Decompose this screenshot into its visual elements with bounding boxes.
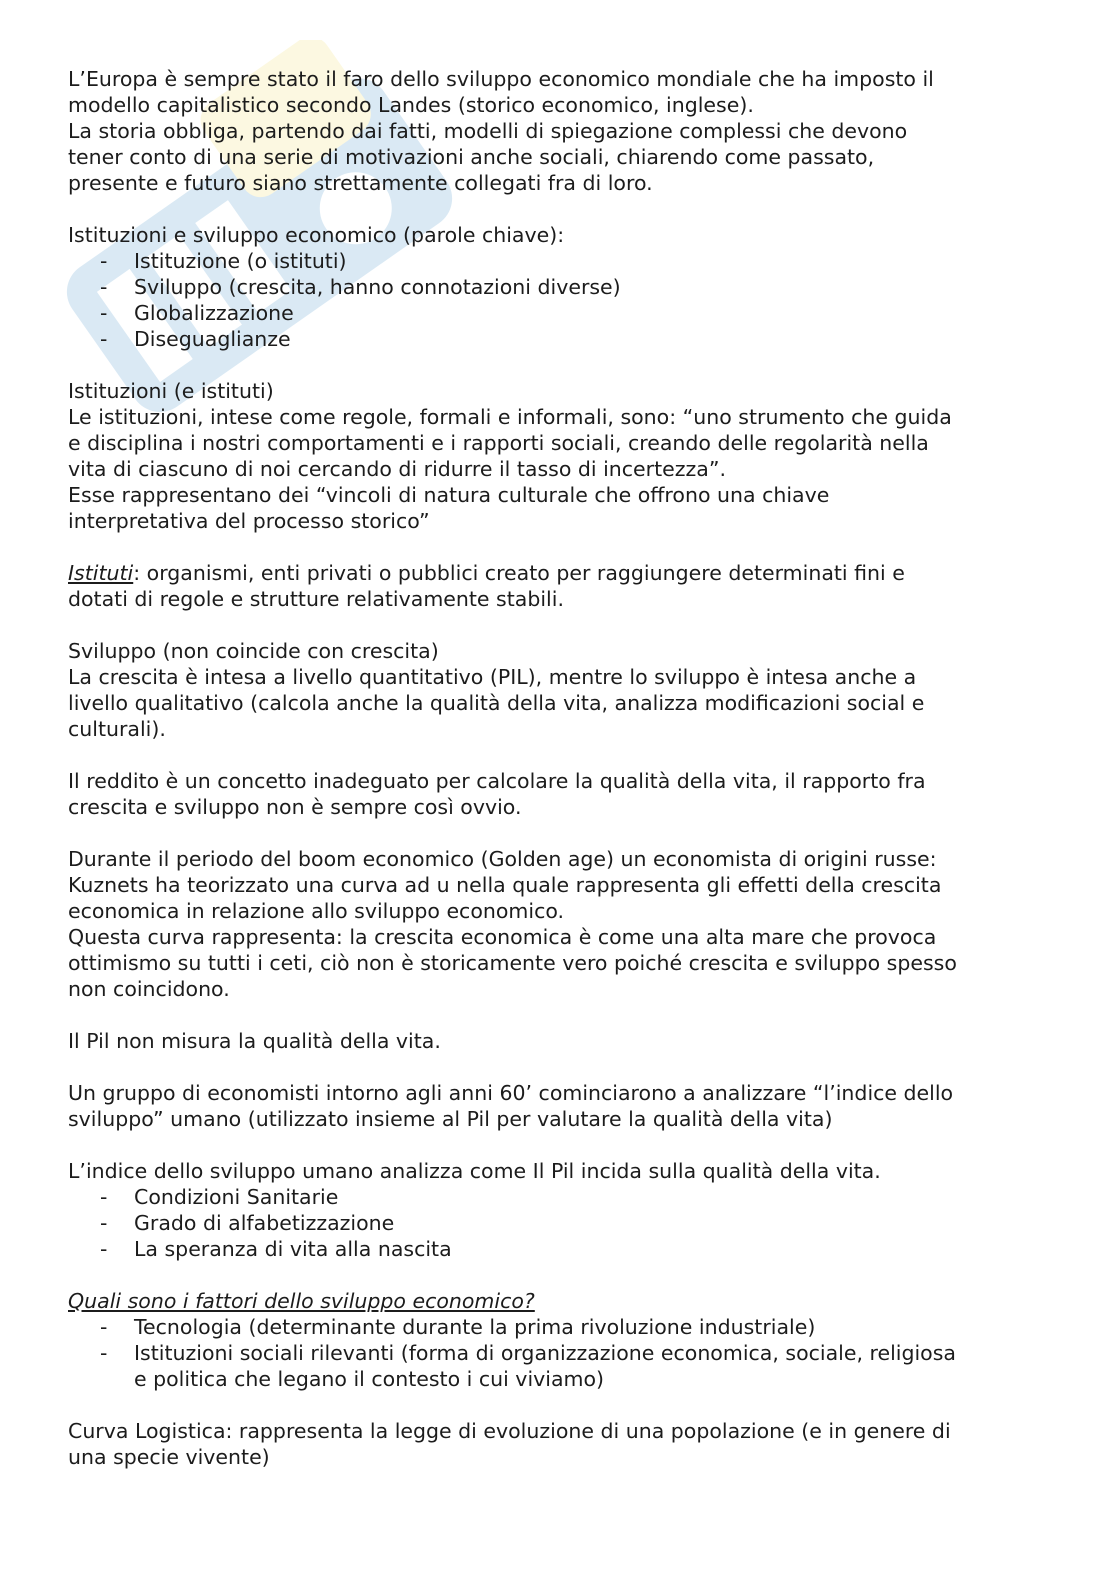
hdi-list <box>68 1184 1068 1262</box>
paragraph-line: Le istituzioni, intese come regole, formali e informali, sono: “uno strumento che guida <box>68 405 952 429</box>
spacer <box>68 1002 1068 1028</box>
paragraph-line: Kuznets ha teorizzato una curva ad u nella quale rappresenta gli effetti della crescita <box>68 873 942 897</box>
list-item <box>68 326 1068 352</box>
list-item-text: Grado di alfabetizzazione <box>134 1211 395 1235</box>
spacer <box>68 820 1068 846</box>
spacer <box>68 534 1068 560</box>
keywords-list <box>68 248 1068 352</box>
paragraph-line: modello capitalistico secondo Landes (storico economico, inglese). <box>68 93 754 117</box>
istituti-term: Istituti <box>68 561 134 585</box>
factors-list <box>68 1314 1068 1392</box>
list-dash: - <box>100 301 108 325</box>
list-dash: - <box>100 1211 108 1235</box>
paragraph-line: Durante il periodo del boom economico (Golden age) un economista di origini russe: <box>68 847 937 871</box>
factors-question: Quali sono i fattori dello sviluppo economico? <box>68 1289 535 1313</box>
paragraph-line: Esse rappresentano dei “vincoli di natura culturale che offrono una chiave <box>68 483 830 507</box>
list-item <box>68 300 1068 326</box>
paragraph-line: Un gruppo di economisti intorno agli anni 60’ cominciarono a analizzare “l’indice dello <box>68 1081 954 1105</box>
spacer <box>68 1392 1068 1418</box>
list-item-text: Globalizzazione <box>134 301 294 325</box>
paragraph-line: L’Europa è sempre stato il faro dello sviluppo economico mondiale che ha imposto il <box>68 67 934 91</box>
list-item-text: Sviluppo (crescita, hanno connotazioni diverse) <box>134 275 621 299</box>
paragraph-line: Il Pil non misura la qualità della vita. <box>68 1029 441 1053</box>
list-item <box>68 248 1068 274</box>
paragraph-line: crescita e sviluppo non è sempre così ovvio. <box>68 795 522 819</box>
paragraph-line: livello qualitativo (calcola anche la qualità della vita, analizza modificazioni social e <box>68 691 925 715</box>
istituti-definition-text: : organismi, enti privati o pubblici creato per raggiungere determinati fini e <box>133 561 905 585</box>
paragraph-line: La crescita è intesa a livello quantitativo (PIL), mentre lo sviluppo è intesa anche a <box>68 665 917 689</box>
spacer <box>68 742 1068 768</box>
section-heading: Istituzioni (e istituti) <box>68 379 274 403</box>
list-item <box>68 1314 1068 1340</box>
list-item-text: Diseguaglianze <box>134 327 291 351</box>
list-item <box>68 274 1068 300</box>
list-item <box>68 1184 1068 1210</box>
paragraph-line: sviluppo” umano (utilizzato insieme al Pil per valutare la qualità della vita) <box>68 1107 833 1131</box>
list-dash: - <box>100 1185 108 1209</box>
paragraph-line: culturali). <box>68 717 166 741</box>
list-item-text: Tecnologia (determinante durante la prima rivoluzione industriale) <box>134 1315 816 1339</box>
istituti-definition <box>68 560 1068 586</box>
paragraph-line: economica in relazione allo sviluppo economico. <box>68 899 565 923</box>
list-item-text <box>134 1340 1068 1392</box>
spacer <box>68 1262 1068 1288</box>
section-heading: L’indice dello sviluppo umano analizza come Il Pil incida sulla qualità della vita. <box>68 1159 881 1183</box>
paragraph-line: Questa curva rappresenta: la crescita economica è come una alta mare che provoca <box>68 925 937 949</box>
section-heading: Sviluppo (non coincide con crescita) <box>68 639 439 663</box>
paragraph-line: e disciplina i nostri comportamenti e i rapporti sociali, creando delle regolarità nella <box>68 431 929 455</box>
paragraph-line: dotati di regole e strutture relativamente stabili. <box>68 587 564 611</box>
spacer <box>68 352 1068 378</box>
list-dash: - <box>100 1341 108 1365</box>
paragraph-line: presente e futuro siano strettamente collegati fra di loro. <box>68 171 653 195</box>
list-item-line: e politica che legano il contesto i cui viviamo) <box>134 1367 605 1391</box>
document-body <box>68 66 1068 1470</box>
list-dash: - <box>100 327 108 351</box>
paragraph-line: Curva Logistica: rappresenta la legge di evoluzione di una popolazione (e in genere di <box>68 1419 951 1443</box>
paragraph-line: interpretativa del processo storico” <box>68 509 430 533</box>
paragraph-line: La storia obbliga, partendo dai fatti, modelli di spiegazione complessi che devono <box>68 119 908 143</box>
spacer <box>68 1132 1068 1158</box>
list-dash: - <box>100 249 108 273</box>
section-heading: Istituzioni e sviluppo economico (parole chiave): <box>68 223 565 247</box>
paragraph-line: ottimismo su tutti i ceti, ciò non è storicamente vero poiché crescita e sviluppo spesso <box>68 951 957 975</box>
list-item-line: Istituzioni sociali rilevanti (forma di organizzazione economica, sociale, religiosa <box>134 1341 956 1365</box>
paragraph-line: una specie vivente) <box>68 1445 270 1469</box>
list-item-text: Istituzione (o istituti) <box>134 249 347 273</box>
paragraph-line: Il reddito è un concetto inadeguato per calcolare la qualità della vita, il rapporto fra <box>68 769 926 793</box>
list-item <box>68 1236 1068 1262</box>
spacer <box>68 612 1068 638</box>
list-dash: - <box>100 1315 108 1339</box>
paragraph-line: vita di ciascuno di noi cercando di ridurre il tasso di incertezza”. <box>68 457 726 481</box>
list-item-text: La speranza di vita alla nascita <box>134 1237 452 1261</box>
list-item <box>68 1340 1068 1392</box>
list-item <box>68 1210 1068 1236</box>
paragraph-line: non coincidono. <box>68 977 230 1001</box>
paragraph-line: tener conto di una serie di motivazioni anche sociali, chiarendo come passato, <box>68 145 875 169</box>
spacer <box>68 1054 1068 1080</box>
list-item-text: Condizioni Sanitarie <box>134 1185 339 1209</box>
spacer <box>68 196 1068 222</box>
list-dash: - <box>100 1237 108 1261</box>
list-dash: - <box>100 275 108 299</box>
